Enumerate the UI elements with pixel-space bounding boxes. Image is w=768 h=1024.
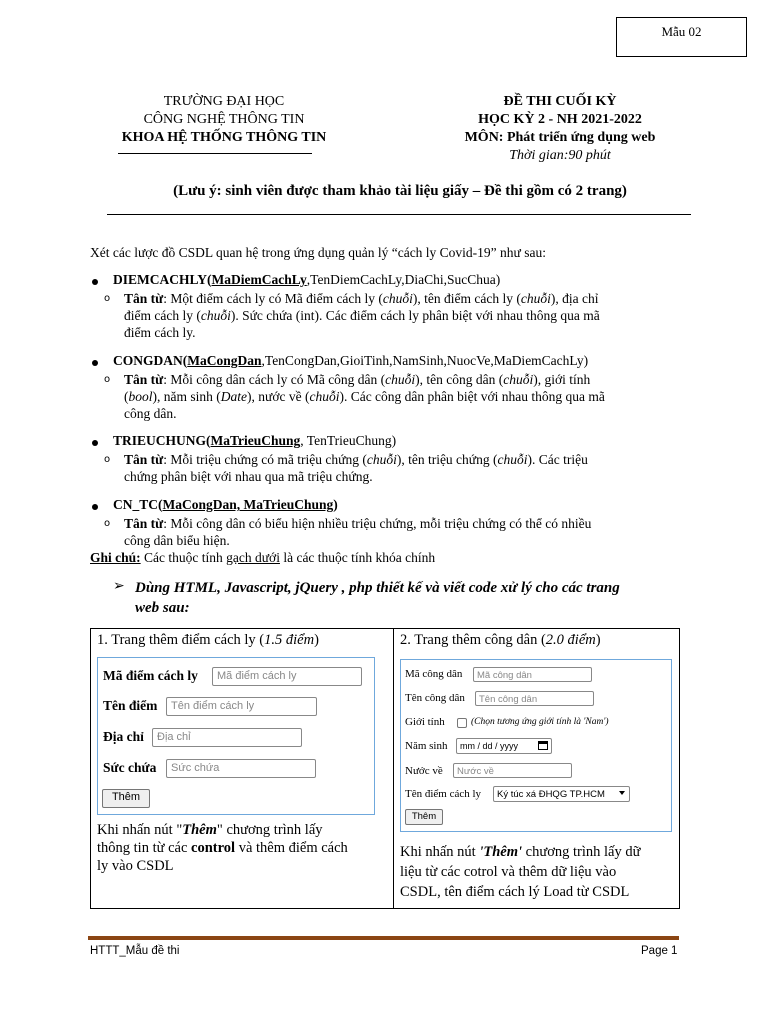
gioi-tinh-hint: (Chọn tương ứng giới tính là 'Nam') <box>471 717 609 727</box>
footer-rule <box>88 936 679 940</box>
exam-semester: HỌC KỲ 2 - NH 2021-2022 <box>478 112 642 127</box>
sub-bullet: o <box>104 454 111 465</box>
ghi-chu: Ghi chú: Các thuộc tính gạch dưới là các thuộc tính khóa chính <box>90 550 436 565</box>
diem-cach-ly-select[interactable]: Ký túc xá ĐHQG TP.HCM <box>493 786 630 802</box>
template-label: Mẫu 02 <box>661 24 702 39</box>
ten-cong-dan-input[interactable]: Tên công dân <box>475 691 594 706</box>
task-arrow: ➢ <box>113 578 125 594</box>
exam-duration: Thời gian:90 phút <box>509 148 611 163</box>
faculty-name: KHOA HỆ THỐNG THÔNG TIN <box>121 130 327 145</box>
calendar-icon[interactable] <box>538 741 548 750</box>
field-label-nam-sinh: Năm sinh <box>405 740 448 752</box>
ma-cong-dan-input[interactable]: Mã công dân <box>473 667 592 682</box>
schema-cn-tc: CN_TC(MaCongDan, MaTrieuChung) <box>113 497 338 512</box>
bullet <box>92 504 98 510</box>
nuoc-ve-input[interactable]: Nước về <box>453 763 572 778</box>
bullet <box>92 440 98 446</box>
ten-diem-input[interactable]: Tên điểm cách ly <box>166 697 317 716</box>
header-left <box>100 93 348 147</box>
template-label-box <box>616 17 747 57</box>
footer-page-number: Page 1 <box>641 945 678 957</box>
panel2-add-button[interactable]: Thêm <box>405 809 443 825</box>
footer-left: HTTT_Mẫu đề thi <box>90 945 180 957</box>
schema-diemcachly-desc: Tân từ: Một điểm cách ly có Mã điểm cách ly (chuỗi), tên điểm cách ly (chuỗi), địa chỉ điểm cách ly (chuỗi). Sức chứa (int). Các điểm cách ly phân biệt với nhau thông qua mã điểm cách ly. <box>124 291 600 340</box>
schema-congdan-desc: Tân từ: Mỗi công dân cách ly có Mã công dân (chuỗi), tên công dân (chuỗi), giới tính (bool), năm sinh (Date), nước về (chuỗi). Các công dân phân biệt với nhau thông qua mã công dân. <box>124 372 605 421</box>
sub-bullet: o <box>104 293 111 304</box>
field-label-ma-cong-dan: Mã công dân <box>405 668 463 680</box>
panel1-title: 1. Trang thêm điểm cách ly (1.5 điểm) <box>97 632 319 648</box>
field-label-suc-chua: Sức chứa <box>103 760 157 775</box>
table-divider <box>393 628 394 909</box>
task-text: Dùng HTML, Javascript, jQuery , php thiết kế và viết code xử lý cho các trang web sau: <box>135 580 620 616</box>
field-label-ma-diem: Mã điểm cách ly <box>103 668 198 683</box>
field-label-ten-cong-dan: Tên công dân <box>405 692 465 704</box>
note-rule <box>107 214 691 215</box>
exam-note: (Lưu ý: sinh viên được tham khảo tài liệu giấy – Đề thi gồm có 2 trang) <box>173 183 627 199</box>
sub-bullet: o <box>104 374 111 385</box>
intro-text: Xét các lược đồ CSDL quan hệ trong ứng dụng quản lý “cách ly Covid-19” như sau: <box>90 245 546 260</box>
dia-chi-input[interactable]: Địa chỉ <box>152 728 302 747</box>
university-name: TRƯỜNG ĐẠI HỌC <box>163 94 285 109</box>
university-subname: CÔNG NGHỆ THÔNG TIN <box>143 112 305 127</box>
panel1-description: Khi nhấn nút "Thêm" chương trình lấy thông tin từ các control và thêm điểm cách ly vào CSDL <box>97 822 348 874</box>
header-left-rule <box>118 153 312 154</box>
field-label-ten-diem: Tên điểm <box>103 698 158 713</box>
sub-bullet: o <box>104 518 111 529</box>
nam-sinh-input[interactable]: mm / dd / yyyy <box>456 738 552 754</box>
ma-diem-input[interactable]: Mã điểm cách ly <box>212 667 362 686</box>
panel2-description: Khi nhấn nút 'Thêm' chương trình lấy dữ liệu từ các cotrol và thêm dữ liệu vào CSDL, tên điểm cách lý Load từ CSDL <box>400 844 641 900</box>
field-label-dia-chi: Địa chỉ <box>103 729 144 744</box>
schema-trieuchung-desc: Tân từ: Mỗi triệu chứng có mã triệu chứng (chuỗi), tên triệu chứng (chuỗi). Các triệu chứng phân biệt với nhau qua mã triệu chứng. <box>124 452 588 484</box>
exam-title: ĐỀ THI CUỐI KỲ <box>503 94 617 109</box>
chevron-down-icon <box>619 791 625 795</box>
schema-congdan: CONGDAN(MaCongDan,TenCongDan,GioiTinh,NamSinh,NuocVe,MaDiemCachLy) <box>113 353 589 368</box>
schema-diemcachly: DIEMCACHLY(MaDiemCachLy,TenDiemCachLy,DiaChi,SucChua) <box>113 272 501 287</box>
schema-cn-tc-desc: Tân từ: Mỗi công dân có biểu hiện nhiều triệu chứng, mỗi triệu chứng có thể có nhiều công dân biểu hiện. <box>124 516 592 548</box>
panel2-title: 2. Trang thêm công dân (2.0 điểm) <box>400 632 601 648</box>
header-right <box>440 93 680 165</box>
field-label-gioi-tinh: Giới tính <box>405 716 445 728</box>
schema-trieuchung: TRIEUCHUNG(MaTrieuChung, TenTrieuChung) <box>113 433 397 448</box>
bullet <box>92 279 98 285</box>
gioi-tinh-checkbox[interactable] <box>457 718 467 728</box>
suc-chua-input[interactable]: Sức chứa <box>166 759 316 778</box>
field-label-ten-diem-cach-ly: Tên điểm cách ly <box>405 788 482 800</box>
bullet <box>92 360 98 366</box>
exam-subject: MÔN: Phát triển ứng dụng web <box>464 130 656 145</box>
field-label-nuoc-ve: Nước về <box>405 765 443 777</box>
panel1-add-button[interactable]: Thêm <box>102 789 150 808</box>
